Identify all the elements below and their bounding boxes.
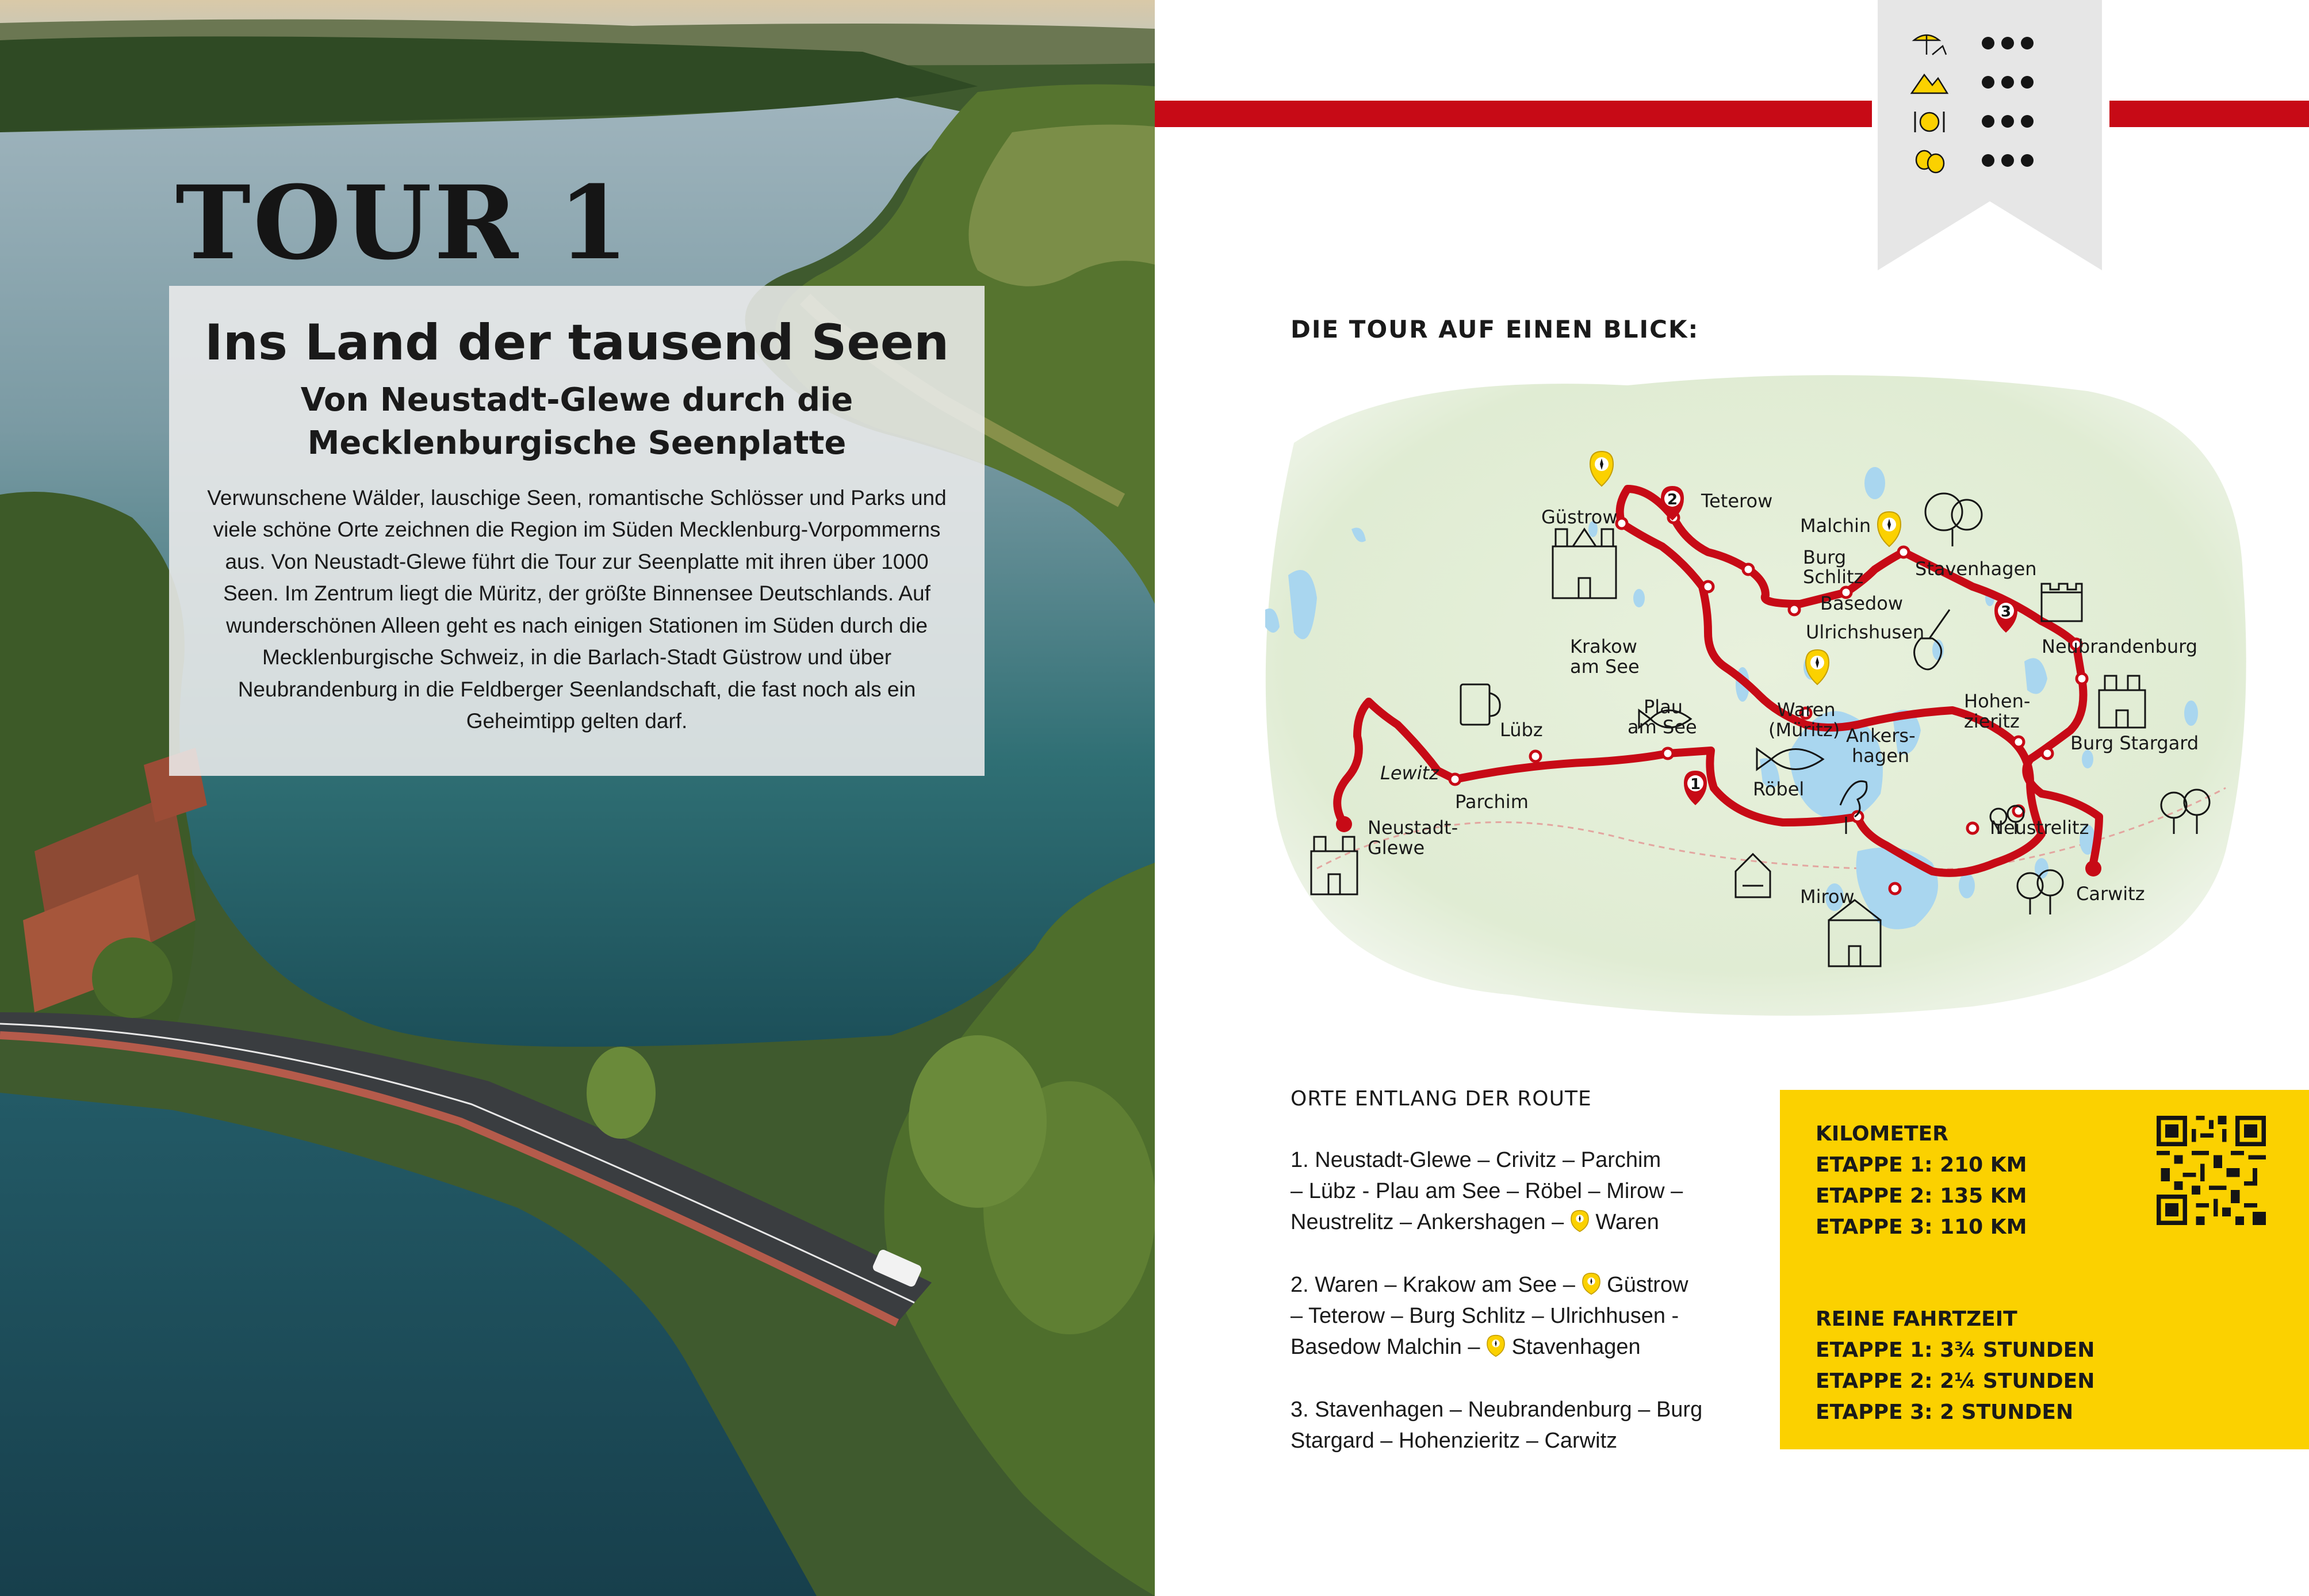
highlight-pin-icon (1582, 1272, 1601, 1295)
driving-time-heading: REINE FAHRTZEIT (1816, 1307, 2017, 1331)
stage-driving-time: ETAPPE 3: 2 STUNDEN (1816, 1400, 2074, 1424)
stage-driving-time: ETAPPE 1: 3¾ STUNDEN (1816, 1338, 2095, 1362)
label-basedow: Basedow (1820, 592, 1903, 614)
route-map (1225, 357, 2254, 1041)
stage-2-places (1291, 1269, 1739, 1362)
rating-dots (1982, 115, 2034, 128)
stage-2-line: 2. Waren – Krakow am See – Güstrow (1291, 1273, 1688, 1297)
label-burg-stargard: Burg Stargard (2070, 732, 2199, 754)
label-plau-2: am See (1628, 716, 1697, 738)
label-ankershagen-1: Ankers- (1846, 725, 1916, 747)
red-divider-bar-left (1155, 101, 1872, 127)
stage-distance: ETAPPE 2: 135 KM (1816, 1184, 2027, 1208)
highlight-pin-icon (1570, 1210, 1590, 1233)
label-neustadt-2: Glewe (1368, 837, 1425, 859)
label-stavenhagen: Stavenhagen (1915, 558, 2037, 580)
rating-row-beach (1909, 29, 2082, 58)
stage-3-line: Stargard – Hohenzieritz – Carwitz (1291, 1429, 1618, 1453)
label-neustadt-1: Neustadt- (1368, 817, 1458, 839)
rating-row-mountains (1909, 68, 2082, 97)
start-point (1336, 816, 1352, 832)
svg-text:1: 1 (1690, 776, 1701, 793)
intro-body: Verwunschene Wälder, lauschige Seen, romantische Schlösser und Parks und viele schöne Orte zeichnen die Region im Süden Mecklenburg-Vorpommerns aus. Von Neustadt-Glewe führt die Tour zur Seenplatte mit ihren über 1000 Seen. Im Zentrum liegt die Müritz, der größte Binnensee Deutschlands. Auf wunderschönen Alleen geht es nach einigen Stationen im Süden durch die Mecklenburgische Schweiz, in die Barlach-Stadt Güstrow und über Neubrandenburg in die Feldberger Seenlandschaft, die fast noch als ein Geheimtipp gelten darf. (207, 485, 947, 733)
label-hohenzieritz-1: Hohen- (1964, 690, 2031, 712)
label-burg-schlitz-2: Schlitz (1803, 566, 1864, 588)
svg-text:3: 3 (2000, 603, 2012, 621)
label-waren-2: (Müritz) (1768, 719, 1840, 741)
label-guestrow: Güstrow (1541, 506, 1618, 528)
svg-text:2: 2 (1667, 491, 1678, 508)
label-teterow: Teterow (1701, 490, 1773, 512)
label-malchin: Malchin (1800, 515, 1871, 537)
end-point (2085, 860, 2101, 877)
stage-distance: ETAPPE 3: 110 KM (1816, 1215, 2027, 1239)
label-neustrelitz: Neustrelitz (1990, 817, 2089, 839)
stage-driving-time: ETAPPE 2: 2¼ STUNDEN (1816, 1369, 2095, 1393)
stage-3-places (1291, 1394, 1739, 1456)
intro-headline: Ins Land der tausend Seen (204, 314, 949, 372)
stage-2-line: Basedow Malchin – Stavenhagen (1291, 1335, 1641, 1359)
qr-code-icon[interactable] (2157, 1116, 2266, 1225)
stage-1-line: Neustrelitz – Ankershagen – Waren (1291, 1210, 1659, 1234)
stage-1-line: – Lübz - Plau am See – Röbel – Mirow – (1291, 1179, 1683, 1203)
label-krakow-1: Krakow (1570, 636, 1637, 657)
kilometer-heading: KILOMETER (1816, 1122, 1948, 1146)
label-waren-1: Waren (1777, 699, 1836, 721)
places-heading: ORTE ENTLANG DER ROUTE (1291, 1087, 1592, 1111)
red-divider-bar-right (2109, 101, 2309, 127)
stage-3-line: 3. Stavenhagen – Neubrandenburg – Burg (1291, 1398, 1703, 1422)
label-luebz: Lübz (1500, 719, 1543, 741)
beach-umbrella-icon (1909, 29, 1950, 58)
tour-title: TOUR 1 (175, 163, 631, 282)
label-carwitz: Carwitz (2076, 883, 2145, 905)
label-krakow-2: am See (1570, 656, 1640, 678)
label-hohenzieritz-2: zieritz (1964, 710, 2020, 732)
label-parchim: Parchim (1455, 791, 1529, 813)
stage-2-line: – Teterow – Burg Schlitz – Ulrichhusen - (1291, 1304, 1679, 1328)
label-plau-1: Plau (1644, 696, 1683, 718)
theater-masks-icon (1909, 146, 1950, 175)
label-ankershagen-2: hagen (1852, 745, 1910, 767)
rating-dots (1982, 37, 2034, 49)
label-neubrandenburg: Neubrandenburg (2042, 636, 2198, 657)
label-roebel: Röbel (1753, 778, 1805, 800)
stage-distance: ETAPPE 1: 210 KM (1816, 1153, 2027, 1177)
mountains-icon (1909, 68, 1950, 97)
food-plate-icon (1909, 107, 1950, 136)
highlight-pin-icon (1486, 1334, 1506, 1357)
rating-row-food (1909, 107, 2082, 136)
stage-1-line: 1. Neustadt-Glewe – Crivitz – Parchim (1291, 1148, 1661, 1172)
rating-dots (1982, 154, 2034, 167)
label-burg-schlitz-1: Burg (1803, 546, 1847, 568)
rating-dots (1982, 76, 2034, 89)
stage-1-places (1291, 1145, 1739, 1238)
intro-box (169, 286, 985, 776)
intro-subheadline: Von Neustadt-Glewe durch die Mecklenburgische Seenplatte (300, 381, 853, 462)
map-section-heading: DIE TOUR AUF EINEN BLICK: (1291, 315, 1699, 343)
rating-row-culture (1909, 146, 2082, 175)
label-lewitz: Lewitz (1380, 762, 1439, 784)
label-mirow: Mirow (1800, 886, 1855, 908)
label-ulrichshusen: Ulrichshusen (1806, 621, 1925, 643)
